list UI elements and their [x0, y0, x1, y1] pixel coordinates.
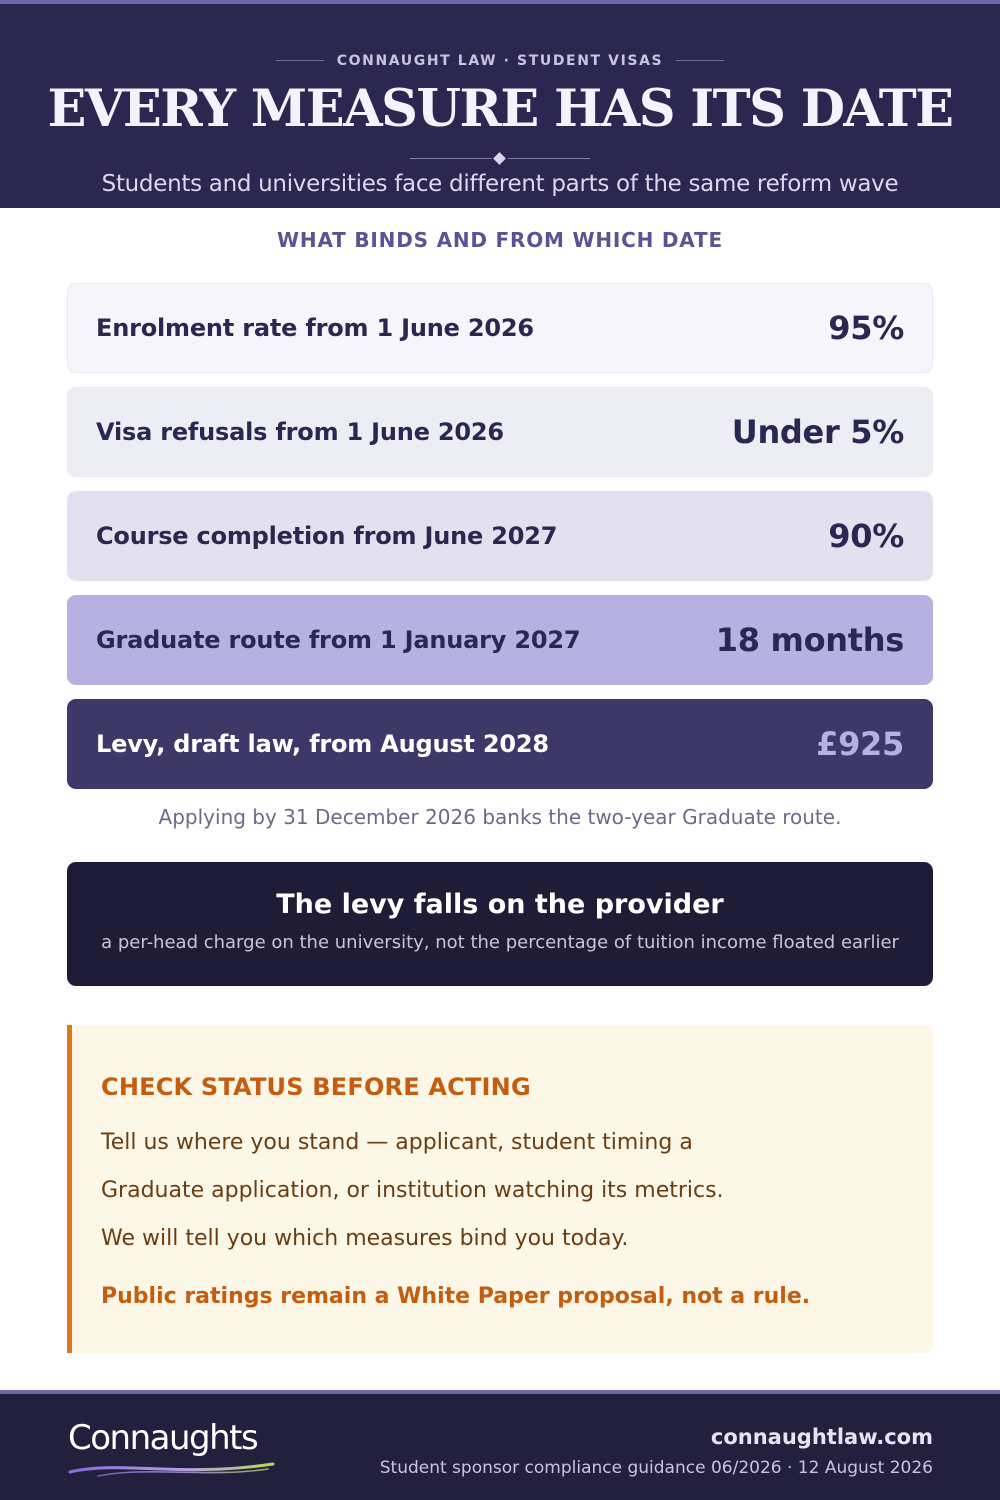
measures-list — [67, 283, 933, 803]
measure-row-visa-refusals — [67, 387, 933, 477]
measure-value: £925 — [816, 725, 904, 763]
measure-label: Course completion from June 2027 — [96, 522, 558, 550]
callout-line: Tell us where you stand — applicant, student timing a — [101, 1130, 693, 1155]
kicker-row — [0, 48, 1000, 74]
measure-row-course-completion — [67, 491, 933, 581]
section-label: WHAT BINDS AND FROM WHICH DATE — [277, 228, 723, 252]
callout-heading: CHECK STATUS BEFORE ACTING — [101, 1073, 531, 1101]
measure-label: Graduate route from 1 January 2027 — [96, 626, 581, 654]
graduate-route-note: Applying by 31 December 2026 banks the two-year Graduate route. — [158, 805, 842, 829]
logo-wordmark: Connaughts — [68, 1418, 258, 1458]
measure-value: 18 months — [715, 621, 904, 659]
measure-value: Under 5% — [731, 413, 904, 451]
kicker: CONNAUGHT LAW · STUDENT VISAS — [336, 53, 664, 69]
page-title: EVERY MEASURE HAS ITS DATE — [47, 79, 953, 139]
ornament-line-right — [508, 158, 590, 159]
measure-value: 95% — [828, 309, 904, 347]
measure-row-graduate-route — [67, 595, 933, 685]
measure-label: Enrolment rate from 1 June 2026 — [96, 314, 534, 342]
kicker-divider-left — [276, 60, 324, 61]
levy-box-title: The levy falls on the provider — [276, 889, 724, 920]
title-ornament — [410, 152, 590, 166]
levy-box — [67, 862, 933, 986]
measure-label: Visa refusals from 1 June 2026 — [96, 418, 504, 446]
callout-line: We will tell you which measures bind you today. — [101, 1226, 629, 1251]
measure-label: Levy, draft law, from August 2028 — [96, 730, 549, 758]
kicker-divider-right — [676, 60, 724, 61]
measure-row-enrolment — [67, 283, 933, 373]
status-callout — [67, 1025, 933, 1353]
header-banner — [0, 0, 1000, 208]
measure-value: 90% — [828, 517, 904, 555]
footer-meta: Student sponsor compliance guidance 06/2026 · 12 August 2026 — [379, 1458, 933, 1478]
diamond-icon — [493, 152, 506, 165]
levy-box-subtitle: a per-head charge on the university, not the percentage of tuition income floated earlier — [101, 932, 899, 953]
ornament-line-left — [410, 158, 492, 159]
measure-row-levy — [67, 699, 933, 789]
page-subtitle: Students and universities face different parts of the same reform wave — [101, 171, 899, 197]
callout-line: Graduate application, or institution watching its metrics. — [101, 1178, 724, 1203]
footer-url[interactable]: connaughtlaw.com — [710, 1425, 933, 1449]
logo-swoosh-icon — [68, 1456, 278, 1480]
callout-emphasis: Public ratings remain a White Paper proposal, not a rule. — [101, 1284, 811, 1309]
footer — [0, 1390, 1000, 1500]
connaughts-logo — [68, 1416, 288, 1476]
